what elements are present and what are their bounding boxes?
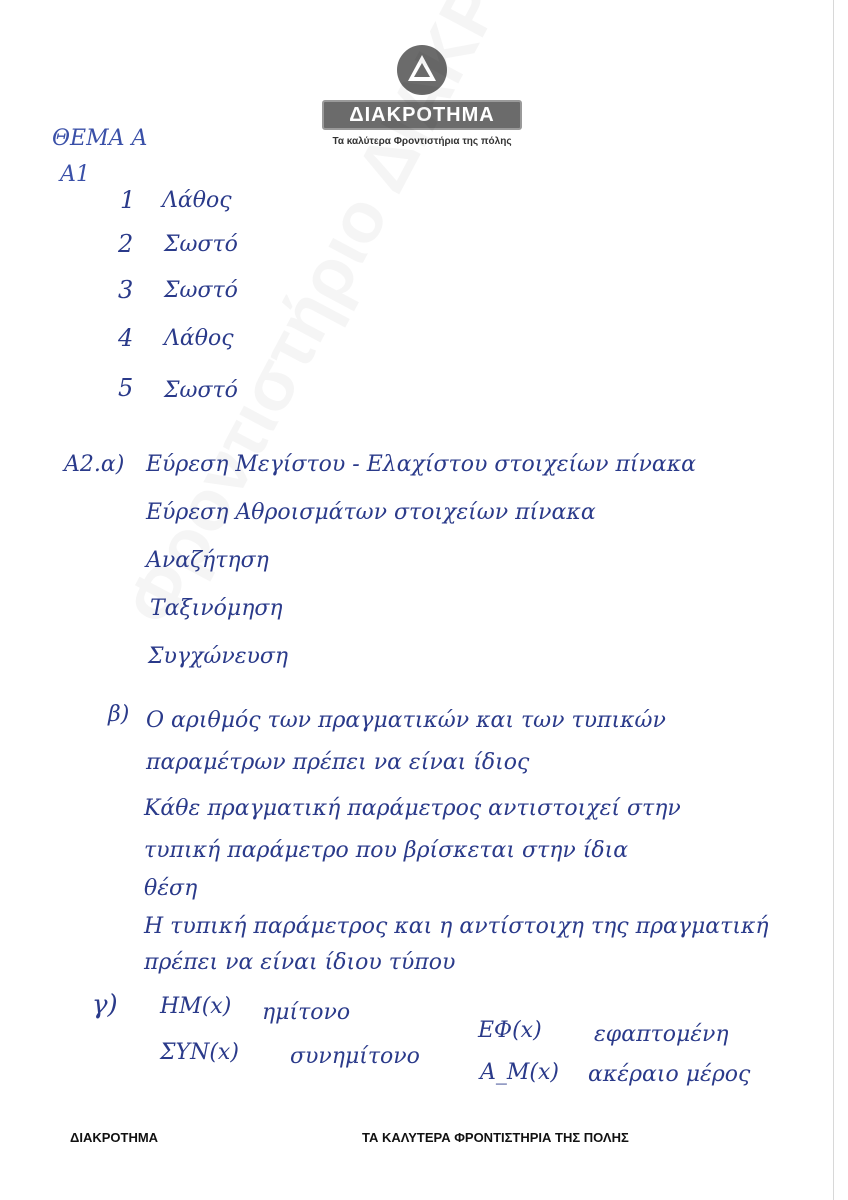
a1-number: 3 — [118, 276, 134, 304]
label-a1: Α1 — [60, 162, 90, 187]
b-line: παραμέτρων πρέπει να είναι ίδιος — [146, 750, 530, 775]
b-line: τυπική παράμετρο που βρίσκεται στην ίδια — [144, 838, 629, 863]
g-function: Α_Μ(x) — [480, 1060, 559, 1085]
a1-number: 2 — [118, 230, 134, 258]
g-function-name: ακέραιο μέρος — [588, 1062, 751, 1087]
a1-answer: Σωστό — [164, 378, 238, 403]
a1-answer: Λάθος — [164, 326, 234, 351]
label-a2a: Α2.α) — [64, 452, 125, 477]
g-function: ΕΦ(x) — [478, 1018, 542, 1043]
a1-number: 4 — [118, 324, 134, 352]
a2a-line: Εύρεση Μεγίστου - Ελαχίστου στοιχείων πίνακα — [146, 452, 697, 477]
heading-thema-a: ΘΕΜΑ Α — [52, 126, 148, 151]
b-line: θέση — [144, 876, 198, 901]
footer-slogan: ΤΑ ΚΑΛΥΤΕΡΑ ΦΡΟΝΤΙΣΤΗΡΙΑ ΤΗΣ ΠΟΛΗΣ — [362, 1130, 629, 1145]
a2a-line: Συγχώνευση — [148, 644, 289, 669]
g-function-name: ημίτονο — [262, 1000, 351, 1025]
a1-answer: Σωστό — [164, 232, 238, 257]
label-b: β) — [108, 702, 130, 727]
a2a-line: Αναζήτηση — [146, 548, 269, 573]
a1-number: 1 — [120, 186, 136, 214]
a1-answer: Λάθος — [162, 188, 232, 213]
a1-answer: Σωστό — [164, 278, 238, 303]
b-line: Η τυπική παράμετρος και η αντίστοιχη της πραγματική — [144, 914, 769, 939]
page-edge — [833, 0, 834, 1200]
b-line: Ο αριθμός των πραγματικών και των τυπικών — [146, 708, 666, 733]
g-function-name: εφαπτομένη — [594, 1022, 729, 1047]
b-line: Κάθε πραγματική παράμετρος αντιστοιχεί στην — [144, 796, 681, 821]
a1-number: 5 — [118, 374, 134, 402]
g-function: ΗΜ(x) — [160, 994, 232, 1019]
a2a-line: Ταξινόμηση — [150, 596, 283, 621]
label-g: γ) — [92, 990, 118, 1020]
logo-tagline: Τα καλύτερα Φροντιστήρια της πόλης — [332, 136, 512, 147]
logo-brand-name: ΔΙΑΚΡΟΤΗΜΑ — [322, 100, 522, 130]
a2a-line: Εύρεση Αθροισμάτων στοιχείων πίνακα — [146, 500, 596, 525]
b-line: πρέπει να είναι ίδιου τύπου — [144, 950, 456, 975]
g-function-name: συνημίτονο — [290, 1044, 420, 1069]
footer-brand: ΔΙΑΚΡΟΤΗΜΑ — [70, 1130, 159, 1145]
g-function: ΣΥΝ(x) — [160, 1040, 239, 1065]
